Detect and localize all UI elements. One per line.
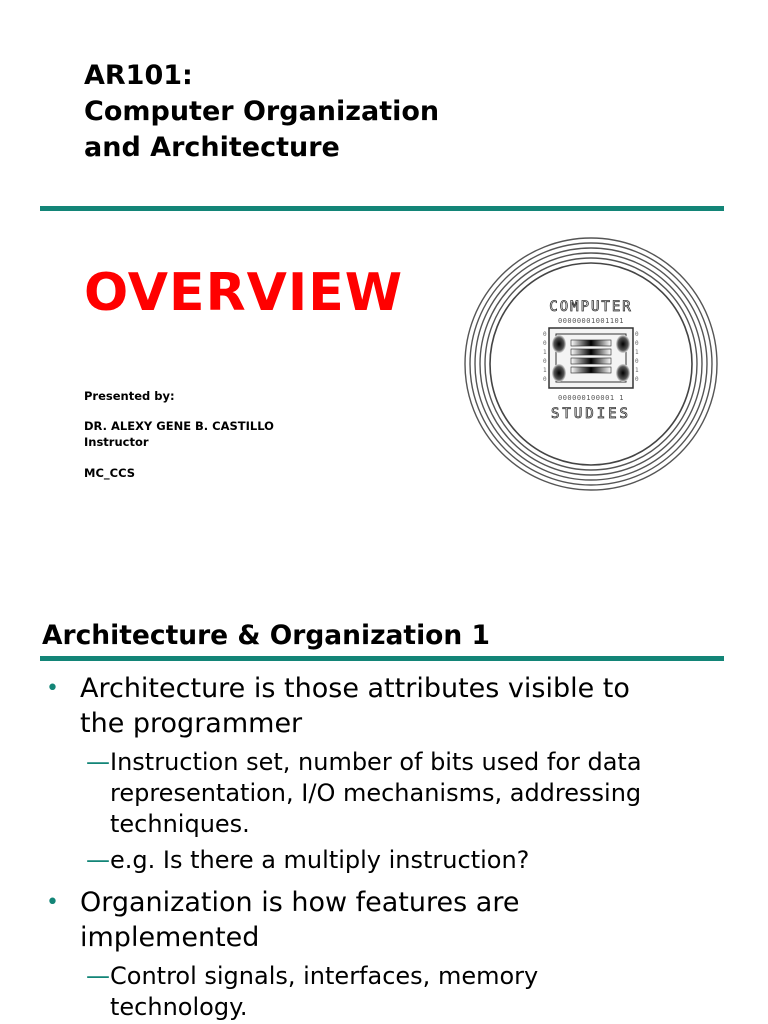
sub-bullet-text-line: representation, I/O mechanisms, addressing [110, 779, 642, 807]
sub-bullet-text-line: Instruction set, number of bits used for data [110, 748, 642, 776]
sub-bullet-marker: — [86, 748, 110, 776]
svg-text:0: 0 [543, 376, 547, 383]
course-title-line2: Computer Organization [84, 96, 440, 127]
bullet-text-line: Architecture is those attributes visible to [80, 673, 630, 704]
overview-heading: OVERVIEW [84, 263, 404, 323]
sub-bullet-text-line: technology. [110, 993, 248, 1021]
svg-text:1: 1 [635, 349, 639, 356]
bullet-marker: • [46, 676, 59, 701]
bullet-text-line: the programmer [80, 708, 303, 739]
logo-binary-top: 00000001001101 [557, 317, 625, 325]
svg-text:0: 0 [635, 358, 639, 365]
sub-bullet-marker: — [86, 962, 110, 990]
svg-text:0: 0 [635, 331, 639, 338]
sub-bullet-text-line: Control signals, interfaces, memory [110, 962, 539, 990]
svg-text:1: 1 [543, 367, 547, 374]
sub-bullet-text-line: e.g. Is there a multiply instruction? [110, 846, 530, 874]
presenter-name: DR. ALEXY GENE B. CASTILLO [84, 419, 274, 433]
computer-studies-logo [463, 236, 719, 492]
course-title [84, 58, 439, 166]
svg-text:0: 0 [635, 340, 639, 347]
presented-by-label: Presented by: [84, 389, 175, 403]
bullet-marker: • [46, 890, 59, 915]
svg-text:0: 0 [543, 358, 547, 365]
svg-text:0: 0 [543, 340, 547, 347]
slide-title: Architecture & Organization 1 [42, 620, 490, 651]
bullet-text-line: Organization is how features are [80, 887, 520, 918]
course-code: AR101: [84, 60, 193, 91]
svg-text:1: 1 [635, 367, 639, 374]
presenter-role: Instructor [84, 435, 149, 449]
sub-bullet-marker: — [86, 846, 110, 874]
svg-text:0: 0 [543, 331, 547, 338]
slide-title-divider [40, 656, 724, 661]
svg-text:0: 0 [635, 376, 639, 383]
department-label: MC_CCS [84, 466, 136, 480]
logo-bottom-text: STUDIES [550, 406, 632, 422]
svg-text:1: 1 [543, 349, 547, 356]
logo-top-text: COMPUTER [549, 299, 633, 315]
title-divider [40, 206, 724, 211]
bullet-text-line: implemented [80, 922, 260, 953]
course-title-line3: and Architecture [84, 132, 340, 163]
sub-bullet-text-line: techniques. [110, 810, 250, 838]
logo-binary-bottom: 000000100001 1 [557, 394, 625, 402]
